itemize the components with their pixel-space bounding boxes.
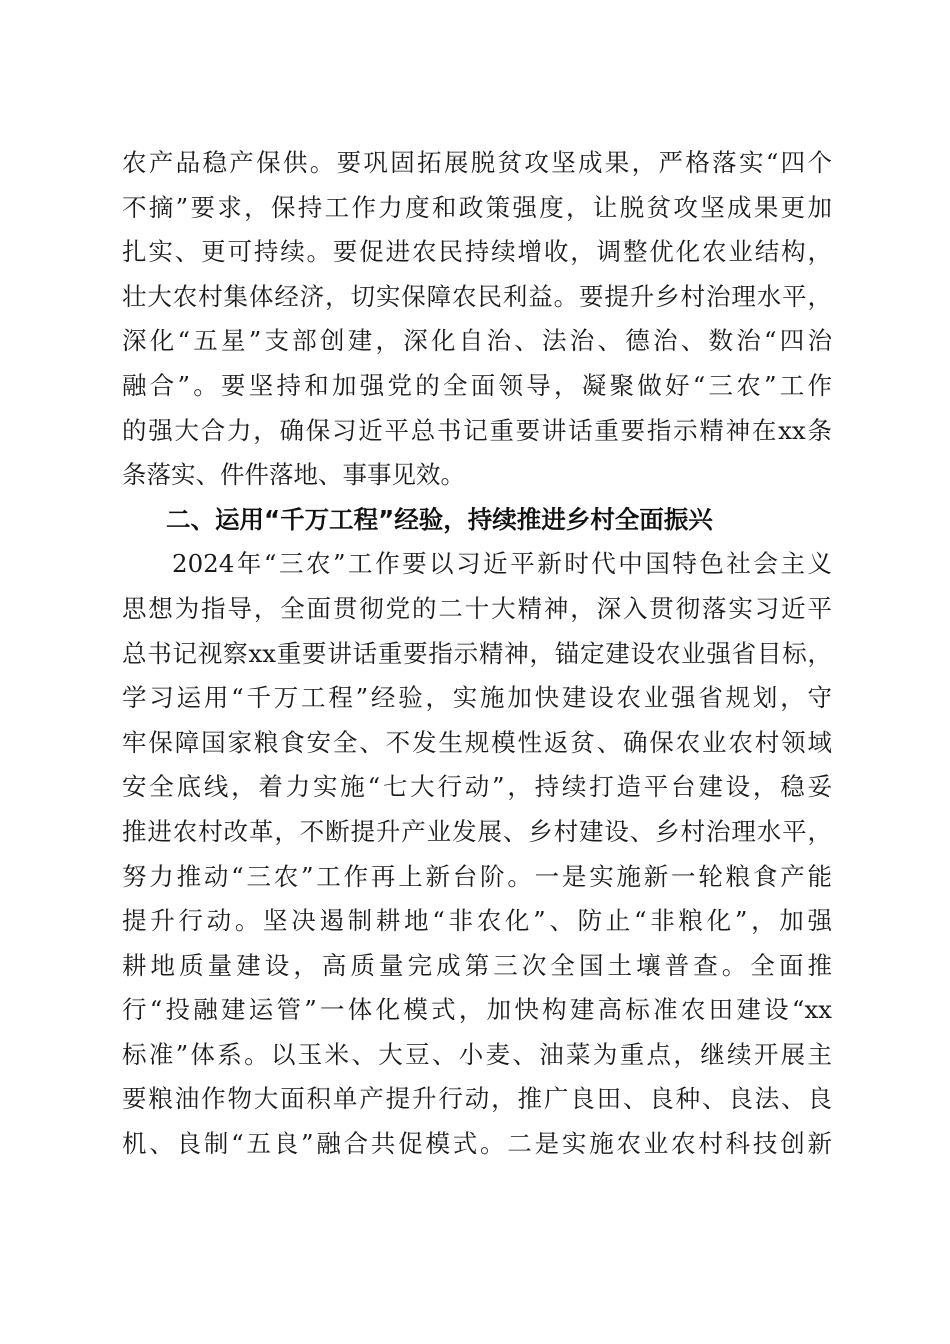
text-line: 扎实、更可持续。要促进农民持续增收，调整优化农业结构， <box>122 237 832 267</box>
text-line: 行“投融建运管”一体化模式，加快构建高标准农田建设“xx <box>122 995 832 1025</box>
text-line: 融合”。要坚持和加强党的全面领导，凝聚做好“三农”工作 <box>122 370 832 400</box>
text-line: 提升行动。坚决遏制耕地“非农化”、防止“非粮化”，加强 <box>122 906 832 936</box>
paragraph-continued <box>122 141 832 498</box>
text-line: 壮大农村集体经济，切实保障农民利益。要提升乡村治理水平， <box>122 281 832 311</box>
text-line: 要粮油作物大面积单产提升行动，推广良田、良种、良法、良 <box>122 1084 832 1114</box>
text-line: 思想为指导，全面贯彻党的二十大精神，深入贯彻落实习近平 <box>122 593 832 623</box>
text-line: 努力推动“三农”工作再上新台阶。一是实施新一轮粮食产能 <box>122 861 832 891</box>
text-line: 学习运用“千万工程”经验，实施加快建设农业强省规划，守 <box>122 683 832 713</box>
text-line: 的强大合力，确保习近平总书记重要讲话重要指示精神在xx条 <box>122 415 832 445</box>
text-line: 标准”体系。以玉米、大豆、小麦、油菜为重点，继续开展主 <box>122 1039 832 1069</box>
paragraph-section-two <box>122 542 832 1166</box>
text-line: 耕地质量建设，高质量完成第三次全国土壤普查。全面推 <box>122 950 832 980</box>
text-line: 深化“五星”支部创建，深化自治、法治、德治、数治“四治 <box>122 326 832 356</box>
text-line: 机、良制“五良”融合共促模式。二是实施农业农村科技创新 <box>122 1129 832 1159</box>
document-body <box>122 141 832 1167</box>
text-line: 不摘”要求，保持工作力度和政策强度，让脱贫攻坚成果更加 <box>122 192 832 222</box>
text-line: 安全底线，着力实施“七大行动”，持续打造平台建设，稳妥 <box>122 772 832 802</box>
section-heading: 二、运用“千万工程”经验，持续推进乡村全面振兴 <box>166 504 713 534</box>
text-line: 条落实、件件落地、事事见效。 <box>122 460 465 490</box>
text-line: 农产品稳产保供。要巩固拓展脱贫攻坚成果，严格落实“四个 <box>122 148 832 177</box>
text-line: 2024年“三农”工作要以习近平新时代中国特色社会主义 <box>172 549 832 579</box>
text-line: 总书记视察xx重要讲话重要指示精神，锚定建设农业强省目标， <box>122 638 832 668</box>
text-line: 牢保障国家粮食安全、不发生规模性返贫、确保农业农村领域 <box>122 727 832 757</box>
text-line: 推进农村改革，不断提升产业发展、乡村建设、乡村治理水平， <box>122 816 832 846</box>
